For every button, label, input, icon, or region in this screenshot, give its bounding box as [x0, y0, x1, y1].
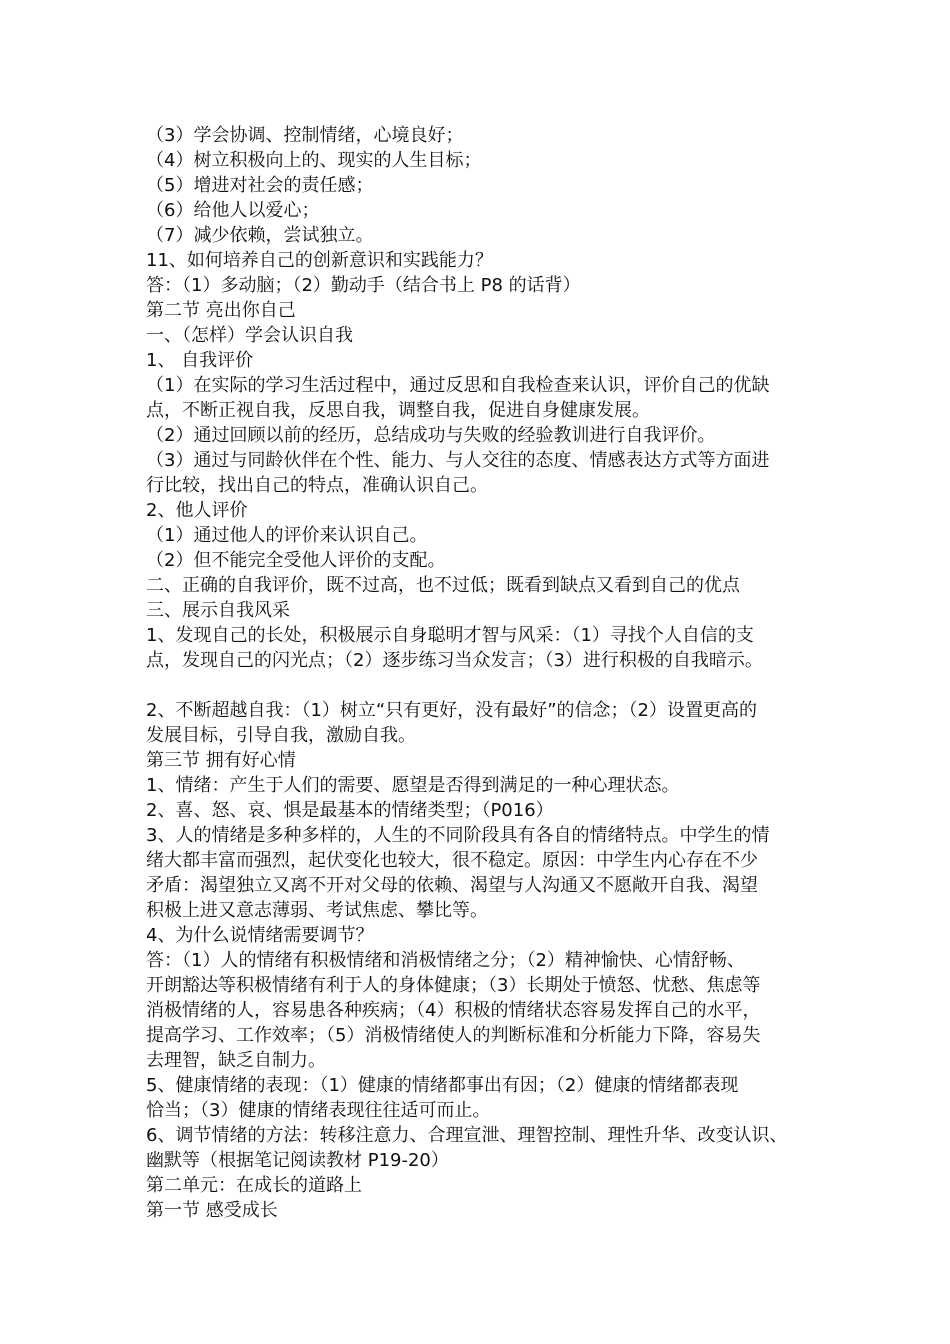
subsection-heading: 三、展示自我风采 [146, 600, 290, 621]
text-line: 3、人的情绪是多种多样的，人生的不同阶段具有各自的情绪特点。中学生的情 [146, 825, 770, 846]
text-line: （1）通过他人的评价来认识自己。 [146, 525, 428, 546]
text-line: 发展目标，引导自我，激励自我。 [146, 725, 416, 746]
text-line: （3）通过与同龄伙伴在个性、能力、与人交往的态度、情感表达方式等方面进 [146, 450, 770, 471]
subsection-heading: 一、（怎样）学会认识自我 [146, 325, 353, 346]
text-line: 1、情绪：产生于人们的需要、愿望是否得到满足的一种心理状态。 [146, 775, 680, 796]
item-heading: 2、他人评价 [146, 500, 248, 521]
text-line: 6、调节情绪的方法：转移注意力、合理宣泄、理智控制、理性升华、改变认识、 [146, 1125, 788, 1146]
text-line: 矛盾：渴望独立又离不开对父母的依赖、渴望与人沟通又不愿敞开自我、渴望 [146, 875, 758, 896]
text-line: 恰当；（3）健康的情绪表现往往适可而止。 [146, 1100, 491, 1121]
text-line: （1）在实际的学习生活过程中，通过反思和自我检查来认识，评价自己的优缺 [146, 375, 770, 396]
text-line: 绪大都丰富而强烈，起伏变化也较大，很不稳定。原因：中学生内心存在不少 [146, 850, 758, 871]
text-line: 1、发现自己的长处，积极展示自身聪明才智与风采：（1）寻找个人自信的支 [146, 625, 754, 646]
text-line: （4）树立积极向上的、现实的人生目标； [146, 150, 482, 171]
text-line: 去理智，缺乏自制力。 [146, 1050, 326, 1071]
unit-heading: 第二单元：在成长的道路上 [146, 1175, 362, 1196]
text-line: 5、健康情绪的表现：（1）健康的情绪都事出有因；（2）健康的情绪都表现 [146, 1075, 739, 1096]
section-heading: 第三节 拥有好心情 [146, 750, 296, 771]
item-heading: 1、 自我评价 [146, 350, 254, 371]
question-heading: 11、如何培养自己的创新意识和实践能力？ [146, 250, 493, 271]
blank-line [146, 673, 826, 698]
text-line: 提高学习、工作效率；（5）消极情绪使人的判断标准和分析能力下降，容易失 [146, 1025, 761, 1046]
section-heading: 第一节 感受成长 [146, 1200, 278, 1221]
text-line: 消极情绪的人，容易患各种疾病；（4）积极的情绪状态容易发挥自己的水平， [146, 1000, 761, 1021]
text-line: 幽默等（根据笔记阅读教材 P19-20） [146, 1150, 449, 1171]
question-heading: 4、为什么说情绪需要调节？ [146, 925, 374, 946]
subsection-heading: 二、正确的自我评价，既不过高，也不过低；既看到缺点又看到自己的优点 [146, 575, 740, 596]
answer-line: 答：（1）人的情绪有积极情绪和消极情绪之分；（2）精神愉快、心情舒畅、 [146, 950, 745, 971]
text-line: 2、喜、怒、哀、惧是最基本的情绪类型；（P016） [146, 800, 554, 821]
text-line: （7）减少依赖，尝试独立。 [146, 225, 374, 246]
document-body [146, 123, 826, 1223]
text-line: 点，不断正视自我，反思自我，调整自我，促进自身健康发展。 [146, 400, 650, 421]
text-line: （2）通过回顾以前的经历，总结成功与失败的经验教训进行自我评价。 [146, 425, 716, 446]
text-line: 行比较，找出自己的特点，准确认识自己。 [146, 475, 488, 496]
text-line: （6）给他人以爱心； [146, 200, 320, 221]
section-heading: 第二节 亮出你自己 [146, 300, 296, 321]
text-line: 开朗豁达等积极情绪有利于人的身体健康；（3）长期处于愤怒、忧愁、焦虑等 [146, 975, 761, 996]
text-line: （2）但不能完全受他人评价的支配。 [146, 550, 446, 571]
answer-line: 答：（1）多动脑；（2）勤动手（结合书上 P8 的话背） [146, 275, 581, 296]
text-line: （5）增进对社会的责任感； [146, 175, 374, 196]
text-line: 积极上进又意志薄弱、考试焦虑、攀比等。 [146, 900, 488, 921]
text-line: 2、不断超越自我：（1）树立“只有更好，没有最好”的信念；（2）设置更高的 [146, 700, 758, 721]
text-line: （3）学会协调、控制情绪，心境良好； [146, 125, 464, 146]
text-line: 点，发现自己的闪光点；（2）逐步练习当众发言；（3）进行积极的自我暗示。 [146, 650, 763, 671]
